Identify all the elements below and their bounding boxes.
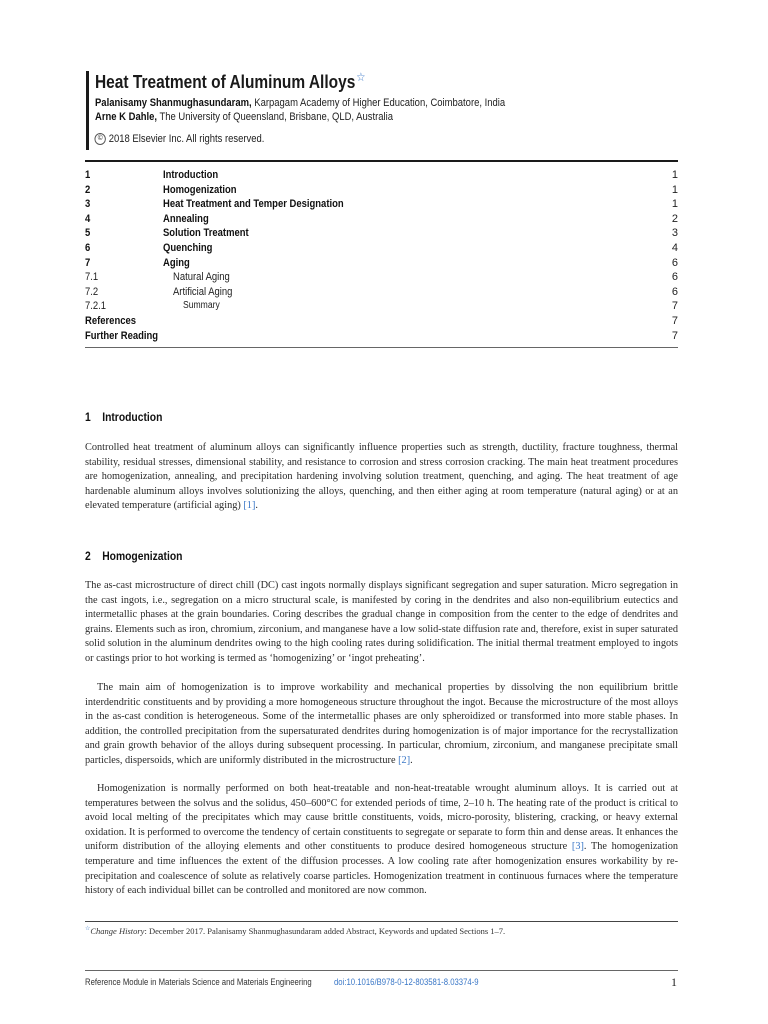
toc-page-number: 6	[671, 256, 678, 269]
article-title: Heat Treatment of Aluminum Alloys☆	[95, 70, 366, 92]
toc-label: Heat Treatment and Temper Designation	[163, 198, 344, 211]
toc-page-number: 1	[671, 169, 678, 181]
toc-entry[interactable]	[85, 286, 678, 300]
toc-label: Natural Aging	[173, 271, 230, 284]
toc-page-number: 1	[671, 183, 678, 196]
author-name: Arne K Dahle,	[95, 111, 158, 123]
toc-entry[interactable]	[85, 257, 678, 271]
section-heading: 2 Homogenization	[85, 549, 183, 563]
page-number: 1	[671, 975, 677, 989]
toc-label: Solution Treatment	[163, 227, 249, 240]
author-affiliation: The University of Queensland, Brisbane, QLD, Australia	[159, 111, 393, 123]
author-line	[95, 111, 441, 123]
toc-entry[interactable]	[85, 330, 678, 344]
toc-label: Homogenization	[163, 183, 237, 196]
toc-number: 7.1	[85, 271, 99, 284]
section-heading: 1 Introduction	[85, 410, 163, 424]
toc-number: References	[85, 315, 137, 327]
toc-number: 6	[85, 242, 91, 254]
toc-entry[interactable]	[85, 184, 678, 198]
author-name: Palanisamy Shanmughasundaram,	[95, 97, 252, 109]
toc-entry[interactable]	[85, 213, 678, 227]
footnote-mark: ☆	[85, 926, 91, 932]
paragraph: The main aim of homogenization is to improve workability and mechanical properties by dissolving the non equilibrium brittle interdendritic constituents and by providing a more homogeneous structure throughout the ingot. Because the microstructure of the most alloys in the as-cast condition is heterogeneous. Some of the intermetallic phases are only spheroidized or transformed into more stable phases. In addition, the controlled precipitation from the supersaturated dendrites during homogenization is of major importance for the recrystallization and grain growth behavior of the alloys during subsequent processing. In particular, chromium, zirconium, and manganese precipitate small particles, dispersoids, which are uniformly distributed in the microstructure [2].	[85, 682, 678, 766]
title-accent-bar	[86, 71, 89, 150]
toc-label: Artificial Aging	[173, 285, 233, 298]
toc-entry[interactable]	[85, 315, 678, 329]
toc-entry[interactable]	[85, 227, 678, 241]
toc-label: Summary	[183, 300, 220, 312]
toc-entry[interactable]	[85, 169, 678, 183]
toc-number: 7.2.1	[85, 300, 107, 313]
paragraph: The as-cast microstructure of direct chill (DC) cast ingots normally displays significant segregation and super saturation. Micro segregation in the cast ingots, i.e., segregation on a micro structural scale, is manifested by coring in the dendrites and also non-equilibrium eutectics and intermetallic phases at the grain boundaries. Coring describes the gradual change in composition from the center to the edge of dendrites and grains. Elements such as iron, chromium, zirconium, and manganese have a low solid-state diffusion rate and, therefore, exist in super saturated solid solution in the aluminum dendrites owing to the high cooling rates during solidification. The initial thermal treatment employed to ingots or castings prior to hot working is termed as ‘homogenizing’ or ‘ingot preheating’.	[85, 580, 678, 664]
toc-page-number: 6	[671, 271, 678, 284]
toc-page-number: 7	[671, 329, 678, 342]
footer-rule	[85, 970, 678, 971]
toc-number: 2	[85, 183, 91, 196]
toc-page-number: 7	[671, 300, 678, 313]
citation-link[interactable]: [2]	[398, 754, 411, 766]
toc-number: 7.2	[85, 285, 99, 298]
toc-number: 4	[85, 212, 91, 225]
toc-entry[interactable]	[85, 198, 678, 212]
toc-number: 3	[85, 198, 91, 211]
author-affiliation: Karpagam Academy of Higher Education, Coimbatore, India	[254, 97, 506, 109]
copyright-line: © 2018 Elsevier Inc. All rights reserved.	[95, 133, 292, 145]
toc-entry[interactable]	[85, 271, 678, 285]
footer-journal: Reference Module in Materials Science and Materials Engineering	[85, 977, 312, 987]
toc-page-number: 2	[671, 212, 678, 225]
toc-number: Further Reading	[85, 329, 159, 342]
doi-link[interactable]: doi:10.1016/B978-0-12-803581-8.03374-9	[334, 977, 479, 987]
toc-entry[interactable]	[85, 300, 678, 314]
title-footnote-mark[interactable]: ☆	[356, 70, 366, 84]
footnote: ☆Change History: December 2017. Palanisamy Shanmughasundaram added Abstract, Keywords and updated Sections 1–7.	[85, 925, 506, 936]
toc-label: Quenching	[163, 242, 213, 254]
paragraph: Controlled heat treatment of aluminum alloys can significantly influence properties such as strength, ductility, fracture toughness, thermal stability, residual stresses, dimensional stability, and resistance to corrosion and stress corrosion cracking. The main heat treatment procedures are homogenization, annealing, and precipitation hardening involving solution treatment, quenching, and aging. The heat treatment of age hardenable aluminum alloys involves solutionizing the alloys, quenching, and then either aging at room temperature (natural aging) or at an elevated temperature (artificial aging) [1].	[85, 442, 678, 512]
toc-entry[interactable]	[85, 242, 678, 256]
copyright-icon: ©	[94, 133, 105, 145]
toc-bottom-rule	[85, 347, 678, 348]
footnote-rule	[85, 921, 678, 922]
toc-number: 1	[85, 169, 91, 181]
toc-page-number: 6	[671, 285, 678, 298]
toc-page-number: 4	[671, 242, 678, 254]
author-line	[95, 97, 572, 109]
toc-number: 5	[85, 227, 91, 240]
toc-label: Introduction	[163, 169, 219, 181]
citation-link[interactable]: [1]	[243, 500, 256, 512]
citation-link[interactable]: [3]	[571, 841, 584, 853]
paragraph: Homogenization is normally performed on both heat-treatable and non-heat-treatable wrought aluminum alloys. It is carried out at temperatures between the solvus and the solidus, 450–600°C for extended periods of time, 2–10 h. The heating rate of the product is critical to avoid local melting of the precipitates which may cause brittle constituents, voids, micro-porosity, blistering, cracking, or heavy external oxidation. It is performed to overcome the tendency of certain constituents to segregate or separate to form thin and dense areas. It enhances the uniform distribution of the alloying elements and other constituents to produce desired homogeneous structure [3]. The homogenization temperature and time influences the extent of the diffusion processes. A low cooling rate after homogenization ensures workability by re-precipitation and coalescence of solute as relatively coarse particles. Homogenization treatment in continuous furnaces where the temperature history of each individual billet can be controlled and monitored are now common.	[85, 783, 679, 897]
toc-label: Aging	[163, 256, 190, 269]
toc-top-rule	[85, 160, 678, 162]
toc-page-number: 7	[671, 315, 678, 327]
toc-label: Annealing	[163, 212, 209, 225]
toc-page-number: 1	[671, 198, 678, 211]
toc-number: 7	[85, 256, 91, 269]
toc-page-number: 3	[671, 227, 678, 240]
